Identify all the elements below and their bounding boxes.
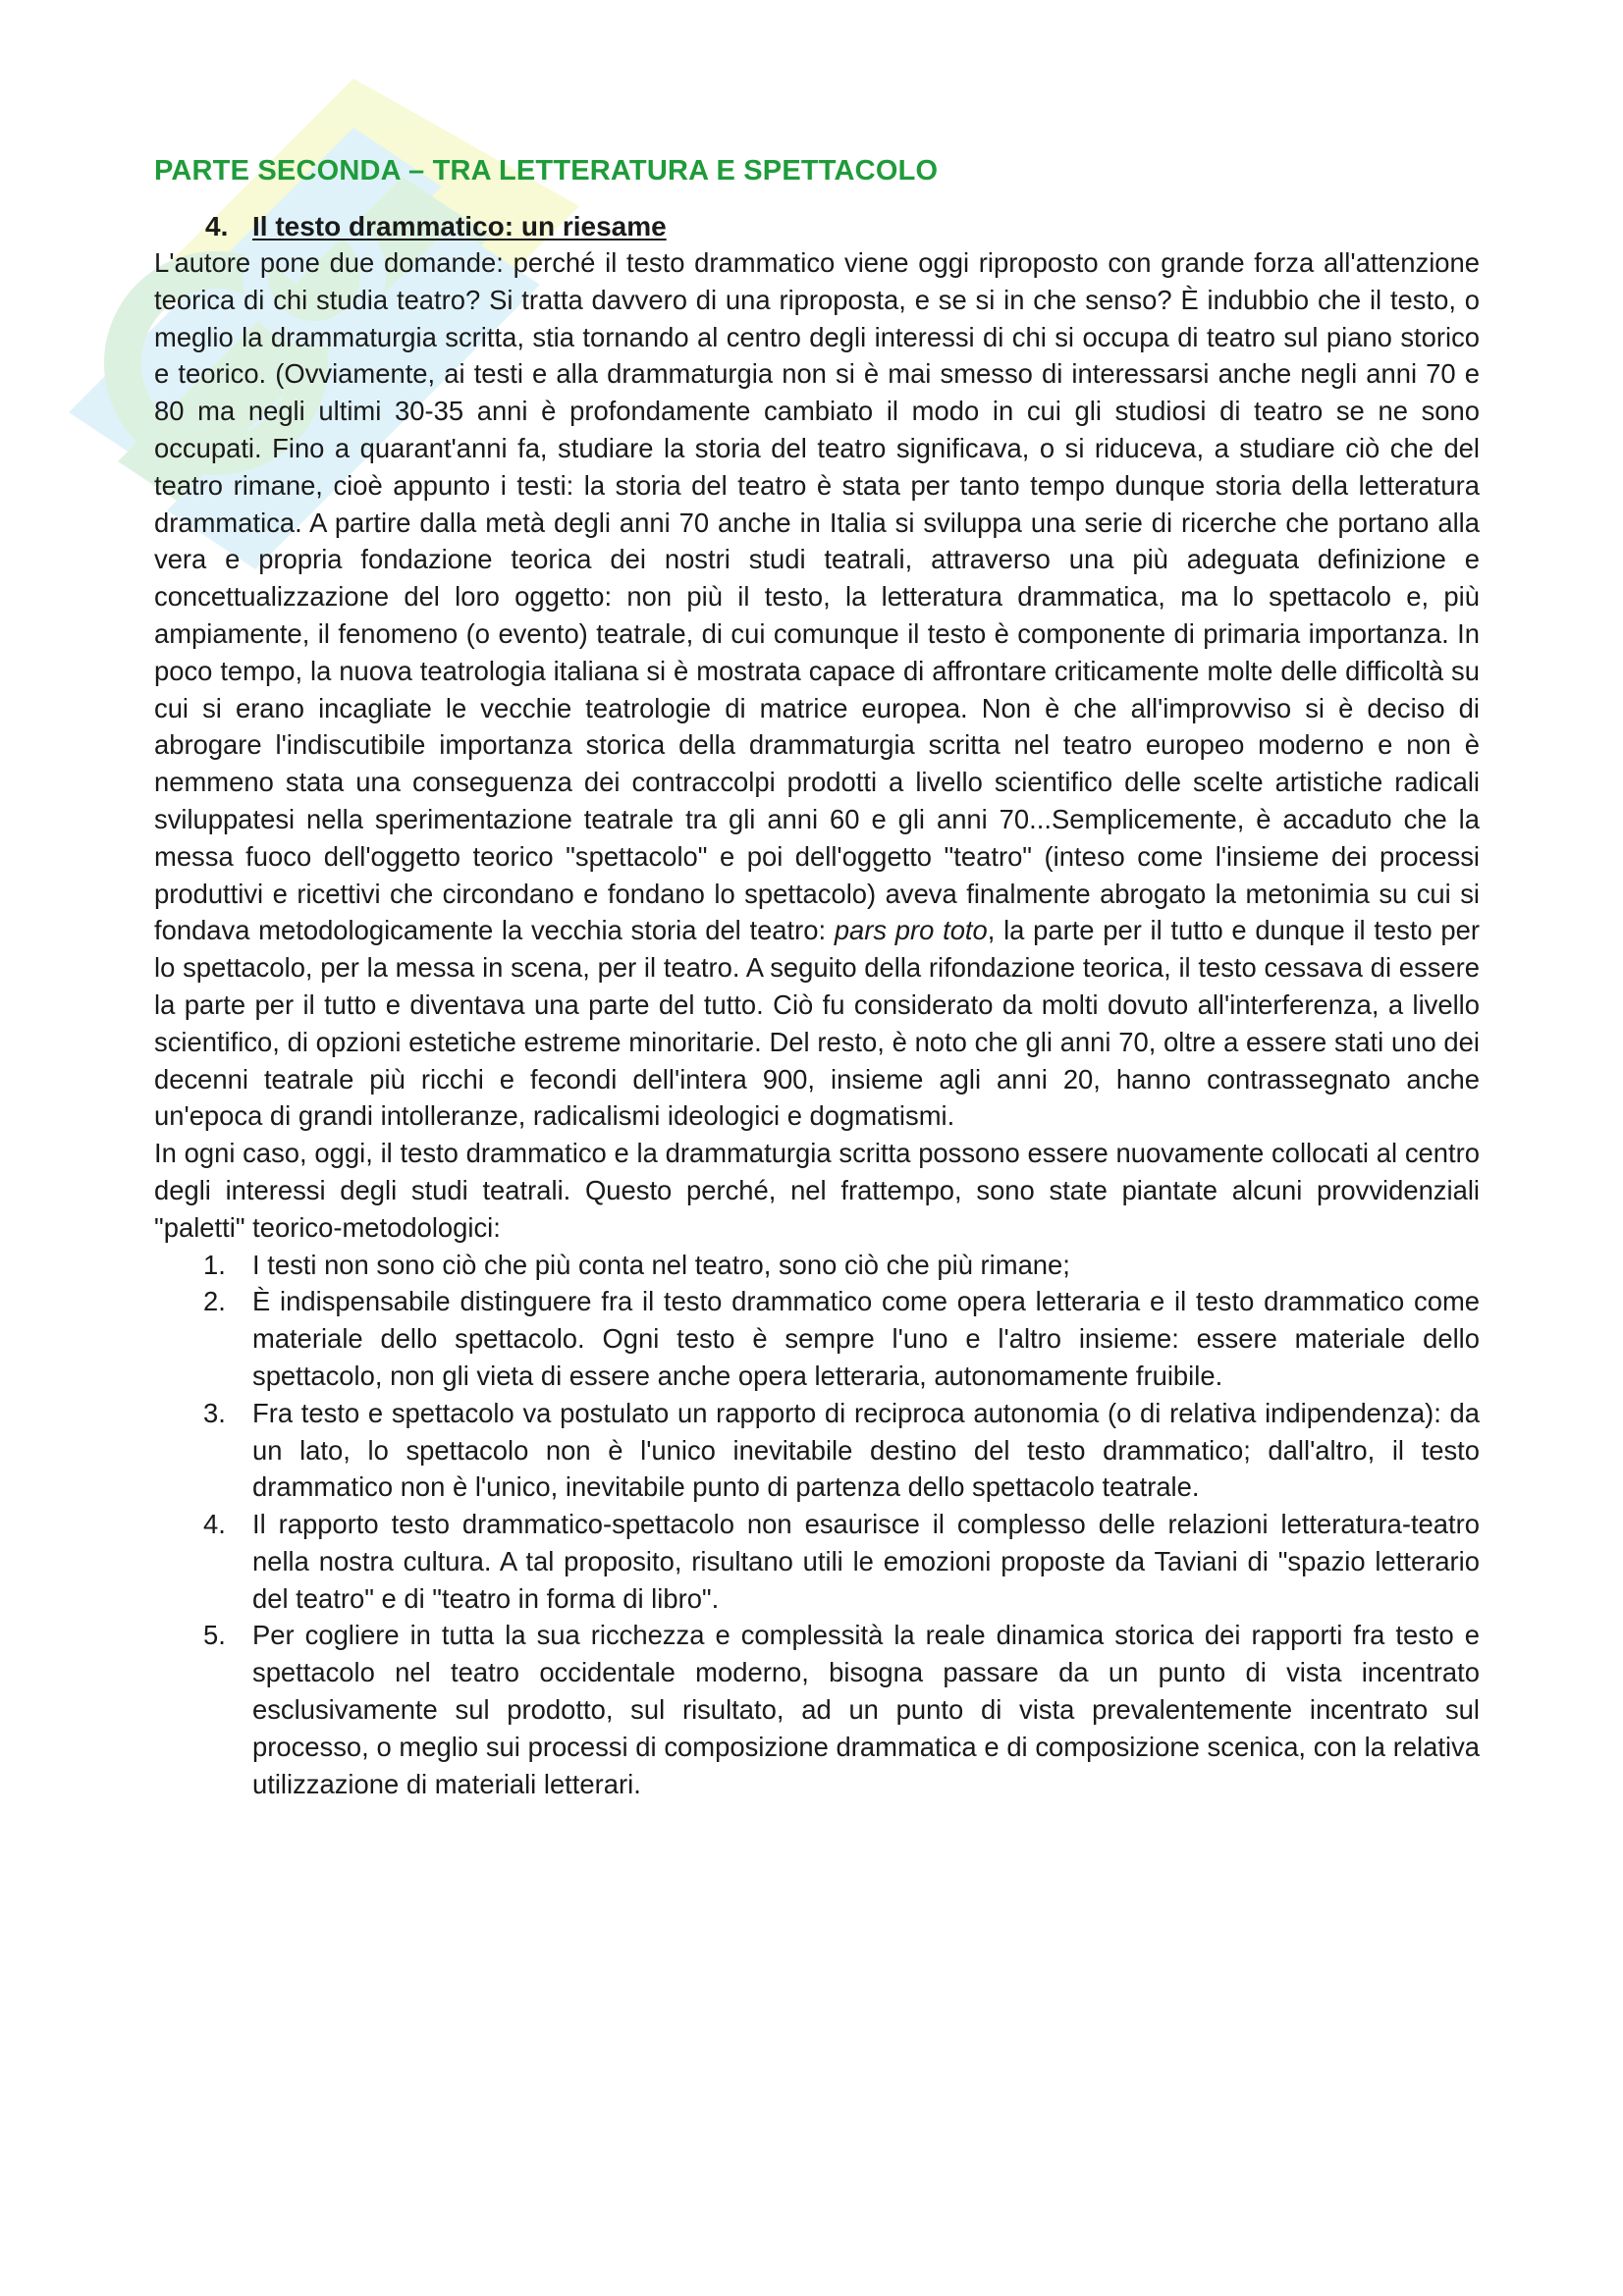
document-page bbox=[154, 147, 1480, 1802]
list-item-text: Fra testo e spettacolo va postulato un rapporto di reciproca autonomia (o di relativa indipendenza): da un lato, lo spettacolo non è l'unico inevitabile destino del testo drammatico; dall'altro, il testo drammatico non è l'unico, inevitabile punto di partenza dello spettacolo teatrale. bbox=[252, 1397, 1480, 1503]
list-item-number: 2. bbox=[203, 1286, 226, 1317]
list-item-text: Il rapporto testo drammatico-spettacolo non esaurisce il complesso delle relazioni letteratura-teatro nella nostra cultura. A tal proposito, risultano utili le emozioni proposte da Taviani di "spazio letterario del teatro" e di "teatro in forma di libro". bbox=[252, 1509, 1480, 1614]
paragraph-text: , la parte per il tutto e dunque il testo per lo spettacolo, per la messa in scena, per il teatro. A seguito della rifondazione teorica, il testo cessava di essere la parte per il tutto e diventava una parte del tutto. Ciò fu considerato da molti dovuto all'interferenza, a livello scientifico, di opzioni estetiche estreme minoritarie. Del resto, è noto che gli anni 70, oltre a essere stati uno dei decenni teatrale più ricchi e fecondi dell'intera 900, insieme agli anni 20, hanno contrassegnato anche un'epoca di grandi intolleranze, radicalismi ideologici e dogmatismi. bbox=[154, 915, 1480, 1132]
numbered-list bbox=[154, 1247, 1480, 1803]
body-paragraph-2: In ogni caso, oggi, il testo drammatico e la drammaturgia scritta possono essere nuovamente collocati al centro degli interessi degli studi teatrali. Questo perché, nel frattempo, sono state piantate alcuni provvidenziali "paletti" teorico-metodologici: bbox=[154, 1138, 1480, 1243]
latin-phrase: pars pro toto bbox=[834, 915, 988, 946]
body-paragraph-1 bbox=[154, 244, 1480, 1135]
list-item bbox=[154, 1506, 1480, 1617]
list-item-number: 3. bbox=[203, 1397, 226, 1428]
list-item-text: È indispensabile distinguere fra il testo drammatico come opera letteraria e il testo drammatico come materiale dello spettacolo. Ogni testo è sempre l'uno e l'altro insieme: essere materiale dello spettacolo, non gli vieta di essere anche opera letteraria, autonomamente fruibile. bbox=[252, 1286, 1480, 1391]
part-title: PARTE SECONDA – TRA LETTERATURA E SPETTACOLO bbox=[154, 155, 939, 187]
paragraph-text: L'autore pone due domande: perché il testo drammatico viene oggi riproposto con grande forza all'attenzione teorica di chi studia teatro? Si tratta davvero di una riproposta, e se si in che senso? È indubbio che il testo, o meglio la drammaturgia scritta, stia tornando al centro degli interessi di chi si occupa di teatro sul piano storico e teorico. (Ovviamente, ai testi e alla drammaturgia non si è mai smesso di interessarsi anche negli anni 70 e 80 ma negli ultimi 30-35 anni è profondamente cambiato il modo in cui gli studiosi di teatro se ne sono occupati. Fino a quarant'anni fa, studiare la storia del teatro significava, o si riduceva, a studiare ciò che del teatro rimane, cioè appunto i testi: la storia del teatro è stata per tanto tempo dunque storia della letteratura drammatica. A partire dalla metà degli anni 70 anche in Italia si sviluppa una serie di ricerche che portano alla vera e propria fondazione teorica dei nostri studi teatrali, attraverso una più adeguata definizione e concettualizzazione del loro oggetto: non più il testo, la letteratura drammatica, ma lo spettacolo e, più ampiamente, il fenomeno (o evento) teatrale, di cui comunque il testo è componente di primaria importanza. In poco tempo, la nuova teatrologia italiana si è mostrata capace di affrontare criticamente molte delle difficoltà su cui si erano incagliate le vecchie teatrologie di matrice europea. Non è che all'improvviso si è deciso di abrogare l'indiscutibile importanza storica della drammaturgia scritta nel teatro europeo moderno e non è nemmeno stata una conseguenza dei contraccolpi prodotti a livello scientifico delle scelte artistiche radicali sviluppatesi nella sperimentazione teatrale tra gli anni 60 e gli anni 70...Semplicemente, è accaduto che la messa fuoco dell'oggetto teorico "spettacolo" e poi dell'oggetto "teatro" (inteso come l'insieme dei processi produttivi e ricettivi che circondano e fondano lo spettacolo) aveva finalmente abrogato la metonimia su cui si fondava metodologicamente la vecchia storia del teatro: bbox=[154, 247, 1480, 946]
section-heading bbox=[205, 209, 1480, 244]
list-item-number: 5. bbox=[203, 1620, 226, 1651]
section-number: 4. bbox=[205, 211, 229, 241]
list-item-number: 4. bbox=[203, 1509, 226, 1540]
list-item bbox=[154, 1283, 1480, 1394]
list-item bbox=[154, 1395, 1480, 1506]
list-item bbox=[154, 1247, 1480, 1284]
list-item-number: 1. bbox=[203, 1249, 226, 1280]
list-item-text: I testi non sono ciò che più conta nel teatro, sono ciò che più rimane; bbox=[252, 1249, 1070, 1280]
list-item-text: Per cogliere in tutta la sua ricchezza e complessità la reale dinamica storica dei rapporti fra testo e spettacolo nel teatro occidentale moderno, bisogna passare da un punto di vista incentrato esclusivamente sul prodotto, sul risultato, ad un punto di vista prevalentemente incentrato sul processo, o meglio sui processi di composizione drammatica e di composizione scenica, con la relativa utilizzazione di materiali letterari. bbox=[252, 1620, 1480, 1799]
list-item bbox=[154, 1617, 1480, 1802]
section-title: Il testo drammatico: un riesame bbox=[252, 211, 667, 241]
